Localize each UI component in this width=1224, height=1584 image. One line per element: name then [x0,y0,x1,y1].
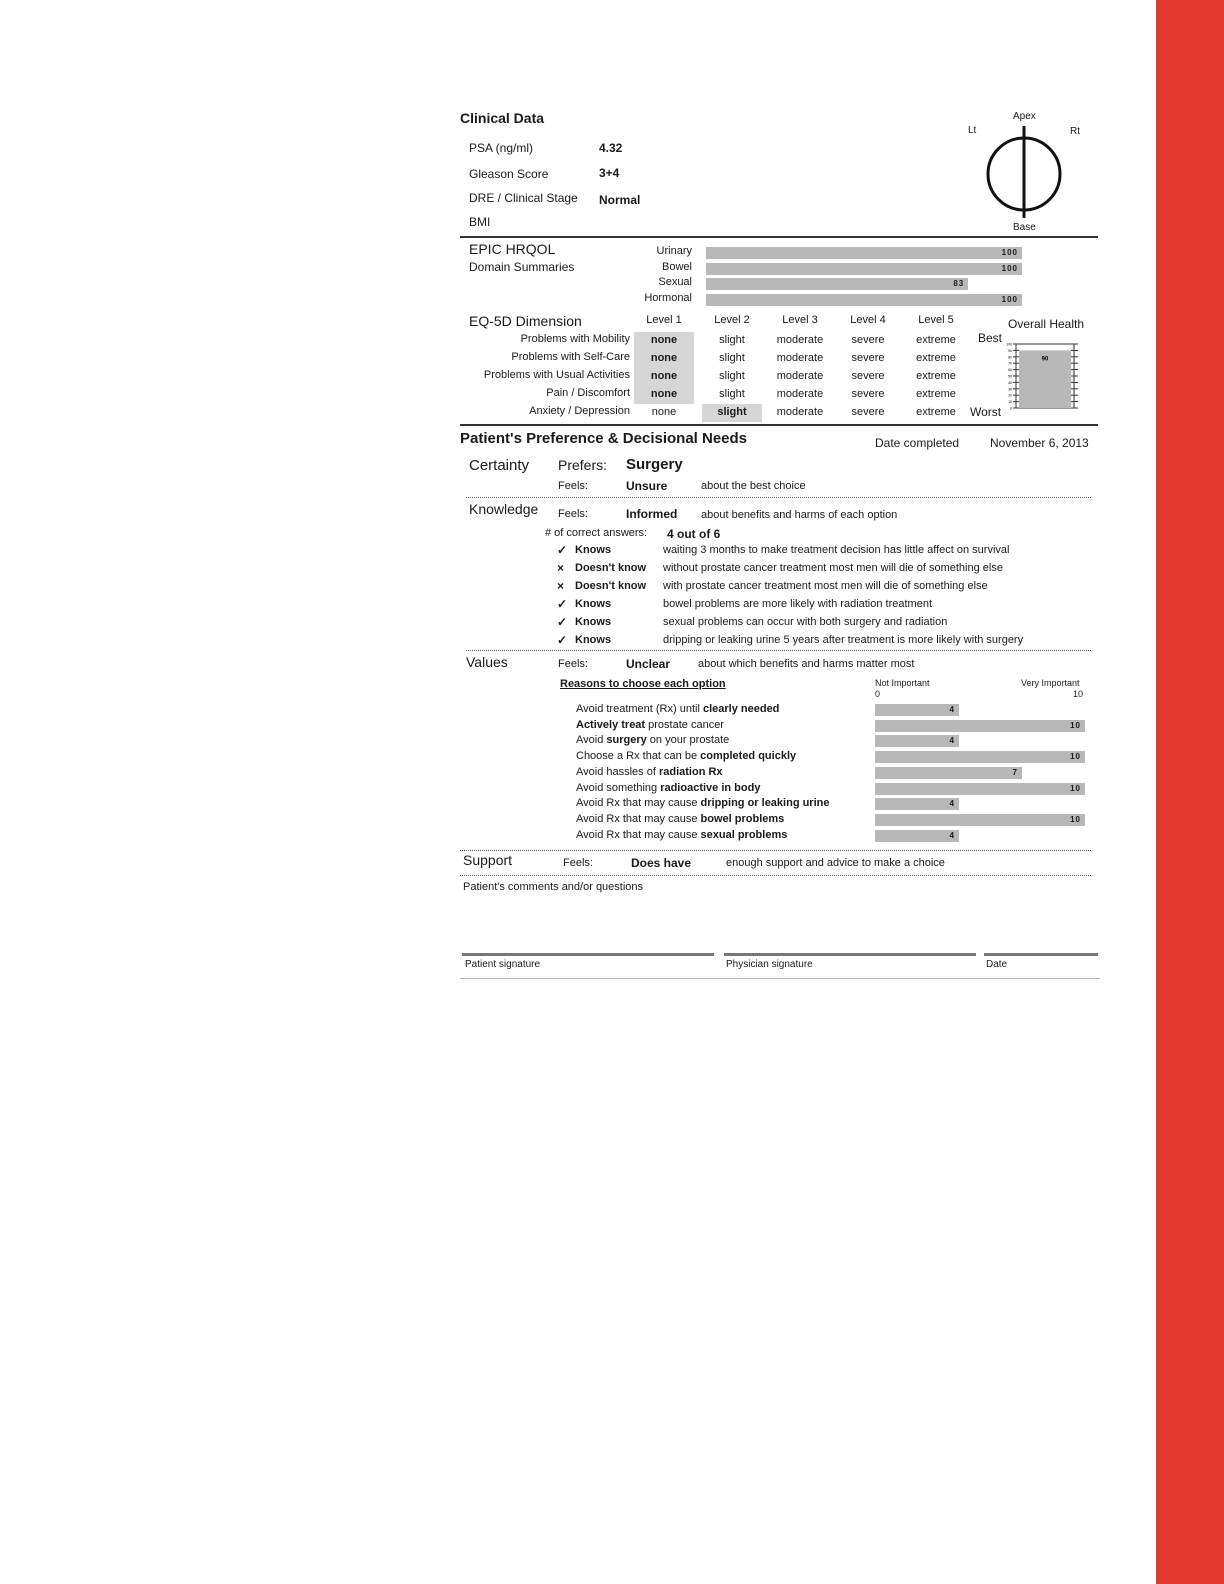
knowledge-statement: dripping or leaking urine 5 years after treatment is more likely with surgery [663,633,1024,646]
epic-domain-bar [706,263,1022,275]
date-completed-value: November 6, 2013 [990,436,1089,450]
prefers-label: Prefers: [558,457,608,473]
dotted-divider [460,875,1091,876]
eq5d-cell: none [650,388,678,400]
eq5d-title: EQ-5D Dimension [469,313,582,329]
thermometer-tick-label: 100 [1006,342,1012,347]
reason-text [576,829,787,841]
dotted-divider [466,650,1091,651]
knowledge-mark-icon: ✓ [557,614,568,629]
eq5d-cell: moderate [776,352,824,364]
prefers-value: Surgery [626,456,683,473]
reason-text-pre: Avoid treatment (Rx) until [576,703,703,715]
support-title: Support [463,852,513,868]
reason-importance-value: 10 [1070,752,1081,762]
comments-label: Patient's comments and/or questions [463,881,644,893]
reason-text [576,719,724,731]
reason-text-bold: Actively treat [576,718,646,731]
eq5d-cell: extreme [916,388,956,400]
thermometer-tick-label: 50 [1008,374,1012,379]
reason-importance-bar [875,704,959,716]
dotted-divider [466,497,1091,498]
thermometer-tick-label: 40 [1008,380,1012,385]
reason-importance-value: 4 [949,830,955,840]
thermometer-tick-label: 60 [1008,368,1012,373]
physician-signature-line[interactable] [724,953,976,956]
eq5d-cell: slight [717,406,747,418]
knowledge-status: Knows [575,544,612,556]
reason-text-pre: Avoid Rx that may cause [576,797,701,810]
knowledge-mark-icon: ✓ [557,596,568,611]
eq5d-cell: severe [851,406,885,418]
thermometer-tick-label: 0 [1010,406,1012,411]
red-side-bar [1156,0,1224,1584]
thermometer-tick-label: 20 [1008,393,1012,398]
reason-text [576,750,796,762]
reason-text-pre: Choose a Rx that can be [576,750,701,763]
patient-signature-label: Patient signature [465,959,541,970]
reason-importance-bar [875,767,1022,779]
epic-subtitle: Domain Summaries [469,260,575,274]
values-feels-label: Feels: [558,658,588,670]
preference-title: Patient's Preference & Decisional Needs [460,430,748,447]
eq5d-cell: extreme [916,406,956,418]
reason-text [576,703,779,715]
eq5d-row-label: Problems with Mobility [520,333,630,345]
eq5d-row-label: Problems with Usual Activities [483,369,630,381]
certainty-feels-label: Feels: [558,480,588,492]
reason-text-post: on your prostate [646,734,730,747]
base-label: Base [1013,222,1036,233]
eq5d-cell: severe [851,334,885,346]
thermometer-tick-label: 90 [1008,348,1012,353]
eq5d-cell: moderate [776,388,824,400]
thermometer-tick-label: 10 [1008,400,1012,405]
reason-importance-value: 4 [949,736,955,746]
reason-text-pre: Avoid Rx that may cause [576,828,701,841]
eq5d-cell: severe [851,370,885,382]
reasons-title: Reasons to choose each option [560,678,726,690]
knowledge-statement: without prostate cancer treatment most men will die of something else [663,561,1003,574]
eq5d-cell: slight [719,370,745,382]
clinical-title: Clinical Data [460,110,545,126]
reason-importance-bar [875,783,1085,795]
dotted-divider [460,850,1091,851]
gleason-value: 3+4 [599,166,620,180]
eq5d-cell: slight [719,352,745,364]
knowledge-mark-icon: ✓ [557,632,568,647]
eq5d-cell: severe [851,352,885,364]
eq5d-cell: moderate [776,370,824,382]
reason-importance-bar [875,751,1085,763]
knowledge-feels-value: Informed [626,507,678,521]
epic-domain-bar [706,247,1022,259]
values-title: Values [466,654,508,670]
scale-high: 10 [1073,689,1084,699]
scale-low-label: Not Important [875,678,930,688]
epic-domain-value: 83 [953,279,965,288]
epic-domain-bar [706,294,1022,306]
reason-text-bold: sexual problems [700,828,788,841]
epic-domain-value: 100 [1001,294,1018,304]
certainty-title: Certainty [469,457,530,474]
values-feels-text: about which benefits and harms matter most [698,658,915,670]
knowledge-statement: with prostate cancer treatment most men will die of something else [663,579,988,592]
reason-text [576,813,784,825]
epic-domain-label: Bowel [662,260,692,273]
section-divider [460,236,1098,238]
eq5d-row-label: Pain / Discomfort [546,387,630,399]
eq5d-row-label: Anxiety / Depression [529,405,630,417]
bottom-divider [460,978,1100,979]
eq5d-cell: none [651,406,677,418]
reason-text-bold: bowel problems [700,812,785,825]
physician-signature-label: Physician signature [726,959,813,970]
knowledge-feels-label: Feels: [558,508,588,520]
bmi-label: BMI [469,215,491,229]
dre-value: Normal [599,193,641,207]
overall-health-title: Overall Health [1008,317,1085,331]
eq5d-cell: severe [851,388,885,400]
patient-signature-line[interactable] [462,953,714,956]
date-signature-line[interactable] [984,953,1098,956]
reason-text-bold: completed quickly [700,750,797,763]
reason-text-bold: radiation Rx [658,765,723,778]
eq5d-cell: slight [719,334,745,346]
knowledge-feels-text: about benefits and harms of each option [701,509,898,521]
knowledge-statement: bowel problems are more likely with radiation treatment [663,597,933,610]
reason-importance-bar [875,814,1085,826]
eq5d-cell: moderate [776,406,824,418]
support-feels-label: Feels: [563,857,593,869]
knowledge-title: Knowledge [469,501,539,517]
psa-value: 4.32 [599,141,623,155]
epic-domain-bar [706,278,968,290]
correct-answers-value: 4 out of 6 [667,527,721,541]
eq5d-level-header: Level 2 [714,314,750,326]
eq5d-level-header: Level 1 [646,314,682,326]
certainty-feels-text: about the best choice [701,480,806,492]
eq5d-cell: none [650,352,678,364]
eq5d-cell: none [650,370,678,382]
reason-importance-bar [875,798,959,810]
support-feels-value: Does have [631,856,692,870]
knowledge-mark-icon: × [557,560,565,575]
epic-domain-value: 100 [1001,263,1018,273]
eq5d-cell: moderate [776,334,824,346]
eq5d-level-header: Level 5 [918,314,954,326]
reason-importance-value: 10 [1070,783,1081,793]
thermometer-tick-label: 30 [1008,387,1012,392]
right-label: Rt [1070,126,1080,137]
knowledge-status: Knows [575,615,612,628]
reason-text-pre: Avoid hassles of [576,765,659,778]
epic-title: EPIC HRQOL [469,241,556,257]
reason-text-pre: Avoid [576,734,607,747]
eq5d-level-header: Level 3 [782,314,818,326]
reason-importance-value: 7 [1012,767,1018,777]
reason-text-bold: clearly needed [702,703,780,715]
eq5d-cell: extreme [916,370,956,382]
thermometer-tick-label: 80 [1008,355,1012,360]
reason-text-pre: Avoid something [576,781,661,794]
knowledge-status: Knows [575,597,612,610]
correct-answers-label: # of correct answers: [545,527,648,539]
dre-label: DRE / Clinical Stage [469,191,578,205]
knowledge-status: Doesn't know [575,561,647,574]
left-label: Lt [968,125,977,136]
support-feels-text: enough support and advice to make a choice [726,857,945,869]
values-feels-value: Unclear [626,657,671,671]
date-completed-label: Date completed [875,436,960,450]
epic-domain-label: Sexual [658,276,692,288]
section-divider [460,424,1098,426]
psa-label: PSA (ng/ml) [469,141,534,155]
eq5d-row-label: Problems with Self-Care [511,351,630,363]
best-label: Best [978,331,1003,345]
reason-text [576,734,729,746]
eq5d-cell: extreme [916,352,956,364]
epic-domain-value: 100 [1001,248,1018,257]
reason-importance-value: 4 [949,705,955,714]
reason-importance-value: 10 [1070,720,1081,730]
reason-text [576,782,760,794]
reason-text [576,797,830,809]
knowledge-statement: waiting 3 months to make treatment decision has little affect on survival [663,544,1010,556]
eq5d-cell: none [650,334,678,346]
apex-label: Apex [1013,111,1036,122]
reason-importance-value: 10 [1070,814,1081,824]
overall-health-thermometer [1008,338,1086,416]
reason-text [576,766,723,778]
eq5d-cell: slight [719,388,745,400]
knowledge-mark-icon: ✓ [557,543,568,557]
reason-text-bold: dripping or leaking urine [700,797,830,810]
reason-importance-bar [875,735,959,747]
knowledge-statement: sexual problems can occur with both surgery and radiation [663,615,948,628]
reason-importance-bar [875,720,1085,732]
prostate-diagram [984,124,1064,220]
date-signature-label: Date [986,959,1008,970]
certainty-feels-value: Unsure [626,479,668,493]
eq5d-level-header: Level 4 [850,314,886,326]
gleason-label: Gleason Score [469,167,549,181]
eq5d-cell: extreme [916,334,956,346]
knowledge-status: Knows [575,633,612,646]
worst-label: Worst [970,405,1002,419]
reason-text-pre: Avoid Rx that may cause [576,812,701,825]
reason-text-post: prostate cancer [645,718,724,731]
thermometer-value: 90 [1041,356,1049,363]
reason-importance-value: 4 [949,799,955,809]
knowledge-status: Doesn't know [575,579,647,592]
thermometer-tick-label: 70 [1008,361,1012,366]
epic-domain-label: Hormonal [644,291,692,304]
knowledge-mark-icon: × [557,578,565,593]
scale-high-label: Very Important [1021,678,1080,688]
scale-low: 0 [875,689,881,699]
reason-importance-bar [875,830,959,842]
epic-domain-label: Urinary [656,245,692,257]
reason-text-bold: radioactive in body [660,781,761,794]
reason-text-bold: surgery [606,734,647,747]
